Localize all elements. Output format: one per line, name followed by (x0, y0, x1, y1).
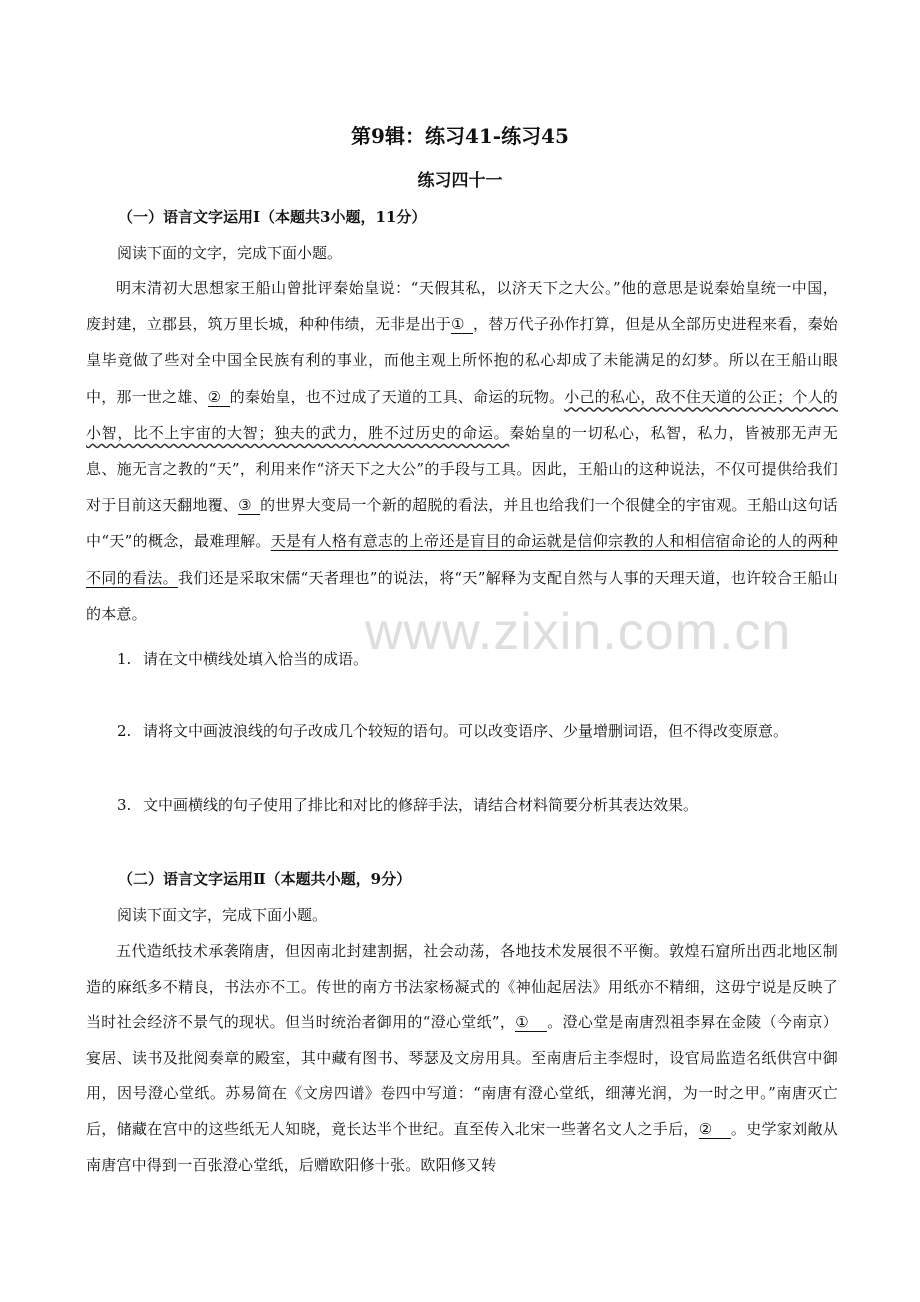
question-text: 请在文中横线处填入恰当的成语。 (143, 650, 369, 668)
passage-text: ，替万代子孙作打算，但是从全部历史进程来看，秦始皇毕竟做了些对全中国全民族有利的事业，而他主观上所怀抱的私心却成了未能满足的幻梦。所以在王船山眼中，那一世之雄、 (86, 315, 838, 406)
passage-text: 的秦始皇，也不过成了天道的工具、命运的玩物。 (229, 387, 565, 406)
exercise-title: 练习四十一 (417, 171, 503, 191)
passage-text: 明末清初大思想家王船山曾批评秦始皇说：“天假其私，以济天下之大公。”他的意思是说秦始皇统一中国，废封建，立郡县，筑万里长城，种种伟绩，无非是出于 (86, 279, 838, 334)
blank-3[interactable]: ③ (238, 496, 260, 515)
question-2 (117, 720, 788, 741)
question-text: 请将文中画波浪线的句子改成几个较短的语句。可以改变语序、少量增删词语，但不得改变原意。 (143, 722, 789, 740)
section-1-instruction: 阅读下面的文字，完成下面小题。 (117, 244, 343, 262)
question-number: 3. (117, 796, 132, 814)
blank-1[interactable]: ① (451, 315, 473, 334)
passage-text: 秦始皇的一切私心，私智，私力，皆被那无声无息、施无言之教的“天”，利用来作“济天下之大公”的手段与工具。因此，王船山的这种说法，不仅可提供给我们对于目前这天翻地覆、 (86, 423, 838, 515)
question-number: 1. (117, 650, 132, 668)
question-3 (117, 794, 698, 815)
blank-2[interactable]: ② (208, 388, 230, 407)
passage-text: 。澄心堂是南唐烈祖李昪在金陵（今南京）宴居、读书及批阅奏章的殿室，其中藏有图书、琴瑟及文房用具。至南唐后主李煜时，设官局监造名纸供宫中御用，因号澄心堂纸。苏易简在《文房四谱》卷四中写道：“南唐有澄心堂纸，细薄光润，为一时之甲。”南唐灭亡后，储藏在宫中的这些纸无人知晓，竟长达半个世纪。直至传入北宋一些著名文人之手后， (86, 1013, 839, 1138)
question-text: 文中画横线的句子使用了排比和对比的修辞手法，请结合材料简要分析其表达效果。 (143, 796, 699, 814)
underlined-sentence: 天是有人格有意志的上帝还是盲目的命运就是信仰宗教的人和相信宿命论的人的两种不同的看法。 (86, 532, 838, 587)
passage-text: 我们还是采取宋儒“天者理也”的说法，将“天”解释为支配自然与人事的天理天道，也许较合王船山的本意。 (86, 568, 838, 623)
passage-text: 的世界大变局一个新的超脱的看法，并且也给我们一个很健全的宇宙观。王船山这句话中“天”的概念，最难理解。 (86, 496, 838, 551)
wavy-underlined-sentence: 小己的私心，敌不住天道的公正；个人的小智，比不上宇宙的大智；独夫的武力，胜不过历史的命运。 (86, 387, 839, 442)
passage-text: 五代造纸技术承袭隋唐，但因南北封建割据，社会动荡，各地技术发展很不平衡。敦煌石窟所出西北地区制造的麻纸多不精良，书法亦不工。传世的南方书法家杨凝式的《神仙起居法》用纸亦不精细，这毋宁说是反映了当时社会经济不景气的现状。但当时统治者御用的“澄心堂纸”， (86, 942, 838, 1032)
section-2-heading: （二）语言文字运用Ⅱ（本题共小题，9分） (118, 870, 412, 888)
page-title: 第9辑：练习41-练习45 (351, 124, 569, 148)
question-number: 2. (117, 722, 132, 740)
watermark: www.zixin.com.cn (365, 603, 792, 661)
section-2-passage (86, 934, 838, 1183)
section-1-passage (86, 270, 838, 632)
question-1 (117, 648, 368, 669)
passage-text: 。史学家刘敞从南唐宫中得到一百张澄心堂纸，后赠欧阳修十张。欧阳修又转 (86, 1119, 838, 1174)
section-2-instruction: 阅读下面文字，完成下面小题。 (117, 906, 328, 924)
blank-1[interactable]: ① (515, 1013, 547, 1032)
section-1-heading: （一）语言文字运用Ⅰ（本题共3小题，11分） (118, 208, 427, 226)
blank-2[interactable]: ② (699, 1120, 731, 1139)
